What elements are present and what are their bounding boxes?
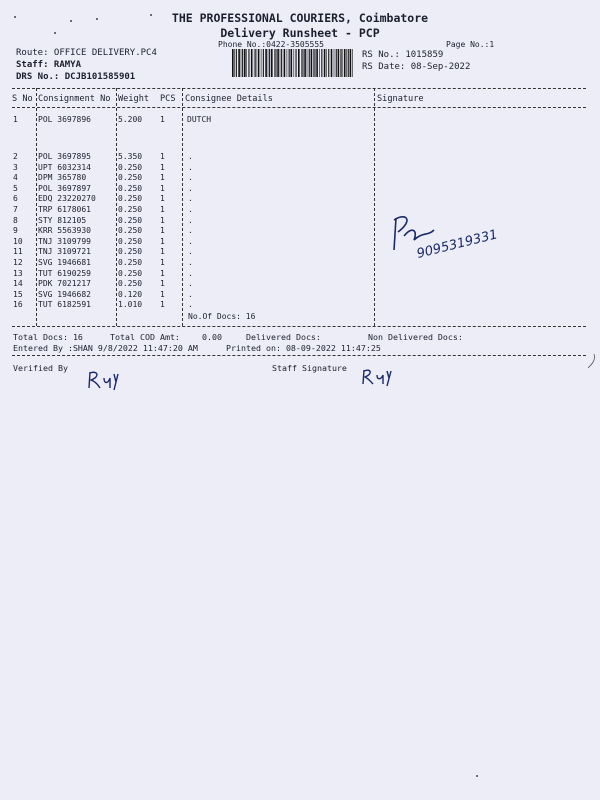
row-pcs: 1 (160, 162, 165, 172)
row-sno: 6 (13, 194, 18, 204)
row-pcs: 1 (160, 300, 165, 310)
row-weight: 0.250 (118, 226, 143, 236)
barcode-bar (246, 49, 247, 77)
column-divider (374, 88, 375, 326)
row-sno: 15 (13, 289, 23, 299)
row-pcs: 1 (160, 258, 165, 267)
barcode-bar (241, 49, 242, 77)
row-consignment: POL 3697896 (38, 115, 91, 124)
row-sno: 1 (13, 115, 18, 124)
row-pcs: 1 (160, 268, 165, 278)
header-pcs: PCS (160, 94, 176, 104)
row-consignee: . (188, 247, 193, 257)
row-pcs: 1 (160, 115, 165, 124)
row-consignee: . (188, 279, 193, 289)
barcode-bar (328, 49, 329, 77)
header-consignee: Consignee Details (185, 94, 273, 104)
barcode-bar (348, 49, 349, 77)
barcode-bar (234, 49, 235, 77)
row-consignment: KRR 5563930 (38, 226, 91, 236)
barcode-bar (319, 49, 320, 77)
row-weight: 5.350 (118, 152, 143, 161)
row-pcs: 1 (160, 289, 165, 299)
row-pcs: 1 (160, 226, 165, 236)
row-sno: 10 (13, 236, 23, 246)
row-consignee: DUTCH (187, 115, 212, 124)
row-consignment: TUT 6182591 (38, 300, 91, 310)
footer-rule (12, 355, 586, 356)
company-title: THE PROFESSIONAL COURIERS, Coimbatore (171, 11, 429, 25)
barcode-bar (311, 49, 313, 77)
row-sno: 4 (13, 173, 18, 183)
row-consignee: . (188, 236, 193, 246)
barcode-bar (307, 49, 308, 77)
header-consignment: Consignment No (38, 94, 111, 104)
barcode-bar (313, 49, 314, 77)
page-number: Page No.:1 (446, 40, 495, 49)
drs-number: DRS No.: DCJB101585901 (16, 72, 136, 82)
non-delivered-docs: Non Delivered Docs: (368, 332, 463, 342)
row-sno: 16 (13, 300, 23, 310)
rs-number: RS No.: 1015859 (362, 50, 444, 60)
barcode-bar (301, 49, 302, 77)
barcode-bar (280, 49, 281, 77)
column-divider (116, 88, 117, 326)
total-cod-label: Total COD Amt: (110, 332, 180, 342)
row-sno: 2 (13, 152, 18, 161)
header-weight: Weight (118, 94, 150, 104)
row-weight: 0.250 (118, 173, 143, 183)
row-sno: 14 (13, 279, 23, 289)
row-sno: 11 (13, 247, 23, 257)
row-weight: 5.200 (118, 115, 143, 124)
row-consignment: SVG 1946682 (38, 289, 91, 299)
table-header-rule (12, 107, 586, 108)
verified-signature (86, 368, 126, 392)
delivered-docs: Delivered Docs: (246, 332, 321, 342)
scan-speck (476, 775, 478, 777)
barcode-bar (324, 49, 326, 77)
row-weight: 0.250 (118, 247, 143, 257)
phone-number: Phone No.:0422-3505555 (218, 40, 324, 49)
barcode-bar (274, 49, 275, 77)
barcode-bar (341, 49, 342, 77)
entered-by: Entered By :SHAN 9/8/2022 11:47:20 AM (13, 343, 198, 353)
barcode-bar (291, 49, 293, 77)
barcode-bar (304, 49, 306, 77)
barcode-bar (251, 49, 253, 77)
row-consignment: PDK 7021217 (38, 279, 91, 289)
barcode-bar (281, 49, 282, 77)
table-bottom-rule (12, 326, 586, 327)
staff-label: Staff: RAMYA (16, 60, 82, 70)
handwritten-signature (384, 206, 524, 268)
row-weight: 0.250 (118, 162, 143, 172)
row-pcs: 1 (160, 279, 165, 289)
barcode-bar (261, 49, 262, 77)
row-consignee: . (188, 268, 193, 278)
barcode-bar (284, 49, 286, 77)
barcode-bar (269, 49, 270, 77)
header-sno: S No (12, 94, 33, 104)
row-pcs: 1 (160, 247, 165, 257)
row-consignment: TRP 6178061 (38, 205, 91, 214)
row-pcs: 1 (160, 205, 165, 214)
verified-by-label: Verified By (13, 363, 68, 373)
row-consignee: . (188, 205, 193, 214)
row-pcs: 1 (160, 183, 165, 193)
barcode-bar (271, 49, 273, 77)
row-consignee: . (188, 162, 193, 172)
row-weight: 0.250 (118, 236, 143, 246)
row-sno: 5 (13, 183, 18, 193)
barcode-bar (331, 49, 333, 77)
barcode-bar (298, 49, 300, 77)
barcode-bar (236, 49, 237, 77)
row-consignment: SVG 1946681 (38, 258, 91, 267)
column-divider (36, 88, 37, 326)
barcode-bar (277, 49, 279, 77)
row-consignee: . (188, 152, 193, 161)
row-consignment: UPT 6032314 (38, 162, 91, 172)
row-weight: 0.250 (118, 258, 143, 267)
row-sno: 9 (13, 226, 18, 236)
row-sno: 7 (13, 205, 18, 214)
handwritten-phone: 9095319331 (415, 227, 500, 262)
row-consignment: POL 3697895 (38, 152, 91, 161)
barcode-bar (340, 49, 341, 77)
row-weight: 0.250 (118, 215, 143, 225)
row-consignment: STY 812105 (38, 215, 87, 225)
barcode-bar (275, 49, 276, 77)
barcode-bar (294, 49, 295, 77)
barcode-bar (302, 49, 303, 77)
row-consignment: POL 3697897 (38, 183, 91, 193)
row-consignment: TNJ 3109799 (38, 236, 91, 246)
barcode-bar (334, 49, 335, 77)
barcode-bar (316, 49, 318, 77)
staff-signature (360, 366, 396, 388)
row-sno: 8 (13, 215, 18, 225)
row-consignee: . (188, 194, 193, 204)
barcode-bar (338, 49, 340, 77)
row-weight: 0.250 (118, 268, 143, 278)
row-weight: 0.250 (118, 205, 143, 214)
no-of-docs: No.Of Docs: 16 (188, 312, 256, 321)
row-pcs: 1 (160, 173, 165, 183)
row-consignee: . (188, 226, 193, 236)
scan-artifact (584, 352, 598, 372)
route-label: Route: OFFICE DELIVERY.PC4 (16, 48, 157, 58)
row-weight: 0.250 (118, 194, 143, 204)
row-weight: 0.250 (118, 279, 143, 289)
row-weight: 0.250 (118, 183, 143, 193)
barcode-bar (232, 49, 234, 77)
barcode-bar (350, 49, 352, 77)
barcode (232, 49, 356, 77)
barcode-bar (248, 49, 249, 77)
barcode-bar (296, 49, 297, 77)
barcode-bar (244, 49, 246, 77)
total-cod-value: 0.00 (202, 332, 222, 342)
barcode-bar (309, 49, 310, 77)
printed-on: Printed on: 08-09-2022 11:47:25 (226, 343, 381, 353)
barcode-bar (346, 49, 347, 77)
row-consignment: TUT 6190259 (38, 268, 91, 278)
rs-date: RS Date: 08-Sep-2022 (362, 62, 471, 72)
row-consignment: DPM 365780 (38, 173, 87, 183)
row-consignment: EDQ 23220270 (38, 194, 96, 204)
barcode-bar (336, 49, 337, 77)
barcode-bar (314, 49, 315, 77)
row-consignee: . (188, 258, 193, 267)
staff-signature-label: Staff Signature (272, 363, 347, 373)
row-pcs: 1 (160, 236, 165, 246)
barcode-bar (255, 49, 256, 77)
barcode-bar (268, 49, 269, 77)
barcode-bar (344, 49, 346, 77)
barcode-bar (352, 49, 353, 77)
document-subtitle: Delivery Runsheet - PCP (220, 26, 380, 40)
barcode-bar (326, 49, 327, 77)
barcode-bar (258, 49, 260, 77)
row-pcs: 1 (160, 215, 165, 225)
column-divider (182, 88, 183, 326)
row-weight: 1.010 (118, 300, 143, 310)
row-sno: 12 (13, 258, 23, 267)
barcode-bar (254, 49, 255, 77)
barcode-bar (242, 49, 243, 77)
barcode-bar (287, 49, 288, 77)
row-consignee: . (188, 300, 193, 310)
row-consignee: . (188, 173, 193, 183)
barcode-bar (289, 49, 290, 77)
row-pcs: 1 (160, 152, 165, 161)
barcode-bar (265, 49, 267, 77)
row-consignment: TNJ 3109721 (38, 247, 91, 257)
row-consignee: . (188, 215, 193, 225)
barcode-bar (238, 49, 240, 77)
table-top-rule (12, 88, 586, 89)
total-docs: Total Docs: 16 (13, 332, 83, 342)
barcode-bar (263, 49, 264, 77)
row-weight: 0.120 (118, 289, 143, 299)
row-consignee: . (188, 183, 193, 193)
header-signature: Signature (377, 94, 424, 104)
row-consignee: . (188, 289, 193, 299)
barcode-bar (321, 49, 322, 77)
row-sno: 13 (13, 268, 23, 278)
row-pcs: 1 (160, 194, 165, 204)
row-sno: 3 (13, 162, 18, 172)
